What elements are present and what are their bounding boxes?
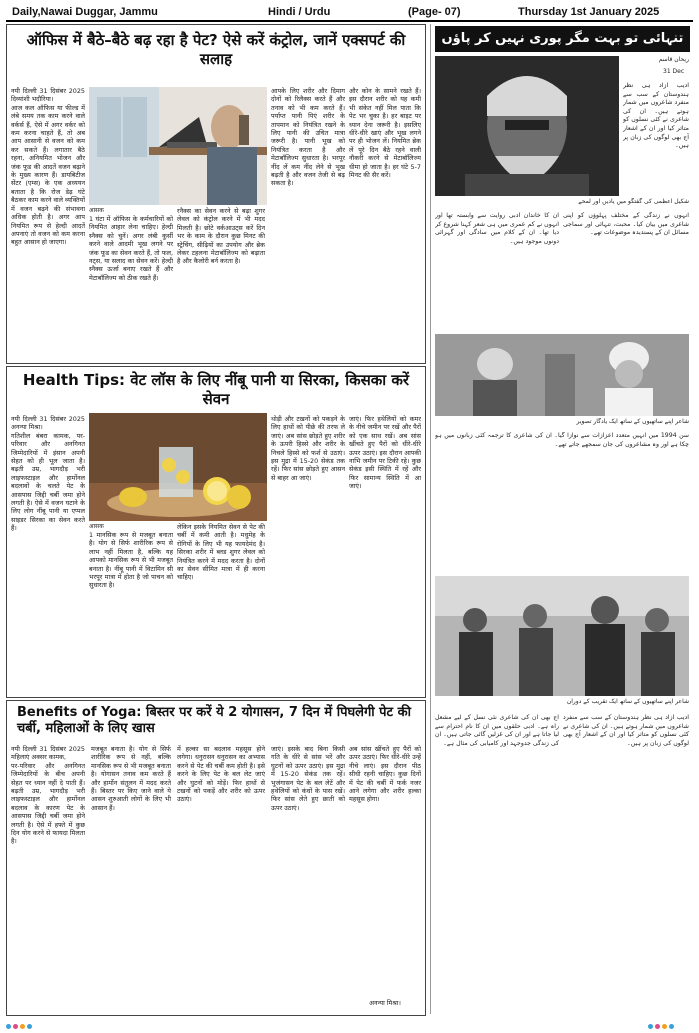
article-1-dateline: नयी दिल्ली 31 दिसंबर 2025 दिव्यांशी भदौरिया।	[11, 87, 85, 104]
article-office-belly	[6, 24, 426, 364]
footer-dot-1	[6, 1024, 11, 1029]
article-2-dateline: नयी दिल्ली 31 दिसंबर 2025 अनन्या मिश्रा।	[11, 415, 85, 432]
article-yoga	[6, 700, 426, 1016]
article-lemon-water	[6, 366, 426, 698]
article-2-col-4: थोड़ी और टखनों को पकड़ने के लिए हाथों को पीछे की तरफ ले जाएं। अब सांस छोड़ते हुए शरीर के ऊपरी हिस्से और शरीर के निचले हिस्से को फर्श से उठाएं। इस मुद्रा में 15-20 सेकंड तक रहें। फिर सांस छोड़ते हुए आसन से बाहर आ जाएं।	[271, 415, 345, 482]
article-3-col-1	[11, 745, 85, 1011]
article-3-col-2: मजबूत बनाता है। योग से सिर्फ शारीरिक रूप से नहीं, बल्कि मानसिक रूप से भी मजबूत बनाता है। योगासन तनाव कम करते हैं और हार्मोन संतुलन में मदद करते हैं। बिस्तर पर किए जाने वाले ये आसन शुरुआती लोगों के लिए भी आसान हैं।	[91, 745, 171, 812]
publication-name: Daily,Nawai Duggar, Jammu	[12, 6, 158, 18]
article-3-endnote: अनन्या मिश्रा।	[369, 999, 401, 1007]
article-3-col-4: जाएं। इसके बाद बिना किसी गति के धीरे से सांस भरें और घुटनों को ऊपर उठाएं। इस मुद्रा में 15-20 सेकंड तक रहें। भुजंगासन पेट के बल लेटें और हथेलियों को कंधों के पास रखें। फिर सांस लेते हुए छाती को ऊपर उठाएं।	[271, 745, 345, 812]
footer-dot-3	[20, 1024, 25, 1029]
urdu-lower-text: سن 1994 میں انہیں متعدد اعزازات سے نوازا گیا۔ ان کی شاعری کا ترجمہ کئی زبانوں میں ہو چکا ہے اور وہ مشاعروں کی جان سمجھے جاتے تھے۔	[435, 432, 689, 448]
urdu-section	[430, 24, 694, 1014]
page-number: (Page- 07)	[408, 6, 461, 18]
urdu-date-small: 31 Dec	[663, 68, 685, 75]
article-1-col-4: आपके लिए शरीर और दिमाग दोनों को रिलैक्स करते हैं और तनाव को भी कम करते हैं। पर्याप्त पानी पिएं शरीर के तापमान को नियंत्रित रखने के लिए पानी की उचित मात्रा जरूरी है। पानी भूख को नियंत्रित करता है और मेटाबॉलिज्म सुधारता है। भरपूर नींद लें कम नींद लेने से भूख बढ़ती है और वजन तेजी से बढ़ सकता है।	[271, 87, 345, 188]
article-3-col-3: में हल्का सा बदलाव महसूस होने लगेगा। धनुरासन धनुरासन का अभ्यास करने से पेट की चर्बी कम होती है। इसे करने के लिए पेट के बल लेट जाएं और घुटनों को मोड़ें। फिर हाथों से टखनों को पकड़ें और शरीर को ऊपर उठाएं।	[177, 745, 265, 804]
urdu-bottom-text-left: آج بھی ان کی شاعری نئی نسل کے لیے مشعل راہ ہے۔ ادبی حلقوں میں ان کا نام احترام سے لیا جاتا ہے اور ان کی غزلیں گائی جاتی ہیں۔ ان کی زندگی جدوجہد اور کامیابی کی مثال ہے۔	[435, 714, 559, 747]
footer-dot-4	[27, 1024, 32, 1029]
article-2-col-5: जाएं। फिर हथेलियों को कमर के नीचे जमीन पर रखें और पैरों को एक साथ रखें। अब सांस खींचते हुए पैरों को धीरे-धीरे ऊपर उठाएं। इस दौरान आपकी नाभि जमीन पर टिकी रहे। कुछ सेकंड इसी स्थिति में रहें और फिर सामान्य स्थिति में आ जाएं।	[349, 415, 421, 491]
urdu-mid-text-right: انہوں نے زندگی کے مختلف پہلوؤں کو اپنی شاعری میں بیان کیا۔ محبت، تنہائی اور سماجی مسائل ان کے پسندیدہ موضوعات تھے۔	[563, 212, 689, 237]
page-footer	[6, 1014, 693, 1022]
footer-dot-2	[13, 1024, 18, 1029]
poet-portrait-photo	[435, 56, 619, 196]
article-2-col-1	[11, 415, 85, 693]
urdu-top-text: ادیب آزاد ہی نظر ہندوستان کے سب سے منفرد شاعروں میں شمار ہوتے ہیں۔ ان کی شاعری نے کئی نسلوں کو متاثر کیا اور ان کے اشعار آج بھی لوگوں کی زبان پر ہیں۔	[623, 82, 689, 150]
article-3-dateline: नयी दिल्ली 31 दिसंबर 2025 महिलाएं अक्सर कामक,	[11, 745, 85, 762]
lemon-water-photo	[89, 413, 267, 521]
article-1-image-caption: आसक	[89, 207, 104, 214]
urdu-mid-text-left: ان کا خاندان ادبی روایت سے وابستہ تھا اور انہوں نے کم عمری میں ہی شعر کہنا شروع کر دیا تھا۔ ان کے کلام میں سادگی اور گہرائی دونوں موجود ہیں۔	[435, 212, 559, 245]
urdu-photo-2-caption: شاعر اپنے ساتھیوں کے ساتھ ایک یادگار تصویر	[576, 418, 689, 425]
article-2-text-1: गतिशील बंबरा कामक, पर-परिवार और अनगिनत जिम्मेदारियों में इंसान अपनी सेहत को ही भूल जाता है। बढ़ती उम्र, भागदौड़ भरी लाइफस्टाइल और हार्मोनल बदलावों के चलते पेट के आसपास जिद्दी चर्बी जमा होने लगती है। ऐसे में वजन घटाने के लिए लोग नींबू पानी या एप्पल साइडर सिरका का सेवन करते हैं।	[11, 431, 85, 533]
urdu-byline: ریحان قاسم	[658, 56, 689, 63]
hindi-section	[6, 24, 426, 1014]
article-2-image-caption: आसक	[89, 523, 104, 530]
article-1-col-5: और कोन के सामने रखते हैं। इस दौरान शरीर को यह कमी भी संकेत नहीं मिल पाता कि पेट भर चुका है। हर बाइट पर ध्यान देना जरूरी है। इसलिए धीरे-धीरे खाएं और भूख लगने पर ही भोजन लें। नियमित ब्रेक लें पूरे दिन बैठे रहने वाली नौकरी करने से मेटाबॉलिज्म धीमा हो जाता है। हर घंटे 5-7 मिनट की सैर करें।	[349, 87, 421, 180]
article-1-col-2: 1 घंटा में ऑफिस के कर्मचारियों को नियमित आहार लेना चाहिए। हेल्दी स्नैक्स को चुनें। अगर लंबी कुर्सी करने वाले आदमी भूख लगने पर जंक फूड का सेवन करते हैं, तो फल, नट्स, या सलाद का सेवन करें। हेल्दी स्नैक्स ऊर्जा बनाए रखते हैं और मेटाबॉलिज्म को ठीक रखते हैं।	[89, 215, 173, 282]
article-3-headline: Benefits of Yoga: बिस्तर पर करें ये 2 योगासन, 7 दिन में पिघलेगी पेट की चर्बी, महिलाओं के लिए खास	[17, 705, 411, 737]
article-2-col-2: 1 मानसिक रूप से मजबूत बनाता है। योग से सिर्फ शारीरिक रूप से लाभ नहीं मिलता है, बल्कि यह आपको मानसिक रूप से भी मजबूत बनाता है। नींबू पानी में विटामिन सी भरपूर मात्रा में होता है जो पाचन को सुधारता है।	[89, 531, 173, 590]
article-1-headline: ऑफिस में बैठे–बैठे बढ़ रहा है पेट? ऐसे करें कंट्रोल, जानें एक्सपर्ट की सलाह	[26, 31, 406, 68]
urdu-headline: تنہائی تو بہت مگر پوری نہیں کر پاؤں	[435, 26, 690, 52]
issue-date: Thursday 1st January 2025	[518, 6, 660, 18]
article-1-col-1	[11, 87, 85, 359]
article-3-text-1: पर-परिवार और अनगिनत जिम्मेदारियों के बीच अपनी सेहत पर ध्यान नहीं दे पाती हैं। बढ़ती उम्र, भागदौड़ भरी लाइफस्टाइल और हार्मोनल बदलाव के कारण पेट के आसपास जिद्दी चर्बी जमा होने लगती है। ऐसे में हफ्ते में कुछ दिन योग करने से फायदा मिलता है।	[11, 761, 85, 846]
urdu-photo-1-caption: شکیل اعظمی کی گفتگو میں یادیں اور لمحے	[578, 198, 689, 205]
page-header	[6, 4, 693, 22]
urdu-photo-3-caption: شاعر اپنے ساتھیوں کے ساتھ ایک تقریب کے دوران	[566, 698, 689, 705]
office-laptop-photo	[89, 87, 267, 205]
article-1-text-1: आज कल ऑफिस या फील्ड में लंबे समय तक काम करने वाले वर्कर्स हैं, ऐसे में अगर वर्कर को कम करना चाहते हैं, तो अब आप आसानी से वजन को कम कर सकते हैं। लगातार बैठे रहना, अनियमित भोजन और जंक फूड की आदतें वजन बढ़ाने के मुख्य कारण हैं। डायबिटीज सेंटर (एम्स) के एक अध्ययन बताता है कि रोज डेढ़ घंटे बैठकर काम करने वाले व्यक्तियों में वजन बढ़ने की संभावना अधिक होती है। अगर आप नियमित रूप से हेल्दी आदतें अपनाएं तो वजन को कम करना बहुत आसान हो जाएगा।	[11, 103, 85, 247]
language-label: Hindi / Urdu	[268, 6, 331, 18]
urdu-bottom-text-right: ادیب آزاد ہی نظر ہندوستان کے سب سے منفرد شاعروں میں شمار ہوتے ہیں۔ ان کی شاعری نے کئی نسلوں کو متاثر کیا اور ان کے اشعار آج بھی لوگوں کی زبان پر ہیں۔	[563, 714, 689, 747]
poet-group-photo	[435, 334, 689, 416]
article-3-col-5: अब सांस खींचते हुए पैरों को ऊपर उठाएं। फिर धीरे-धीरे उन्हें नीचे लाएं। इस दौरान पीठ सीधी रहनी चाहिए। कुछ दिनों में पेट की चर्बी में फर्क नजर आने लगेगा और शरीर हल्का महसूस होगा।	[349, 745, 421, 804]
article-2-col-3: लेकिन इसके नियमित सेवन से पेट की चर्बी में कमी आती है। मधुमेह के रोगियों के लिए भी यह फायदेमंद है। सिरका शरीर में ब्लड शुगर लेवल को नियंत्रित करने में मदद करता है। दोनों का सेवन सीमित मात्रा में ही करना चाहिए।	[177, 523, 265, 582]
poet-ceremony-photo	[435, 576, 689, 696]
article-1-col-3: रनैक्स का सेवन करने से बढ़ा शुगर लेवल को कंट्रोल करने में भी मदद मिलती है। छोटे वर्कआउट्स करें दिन भर के काम के दौरान कुछ मिनट की स्ट्रेचिंग, सीढ़ियों का उपयोग और ब्रेक लेकर टहलना मेटाबॉलिज्म को बढ़ाता है और कैलोरी बर्न करता है।	[177, 207, 265, 266]
article-2-headline: Health Tips: वेट लॉस के लिए नींबू पानी या सिरका, किसका करें सेवन	[22, 371, 410, 408]
